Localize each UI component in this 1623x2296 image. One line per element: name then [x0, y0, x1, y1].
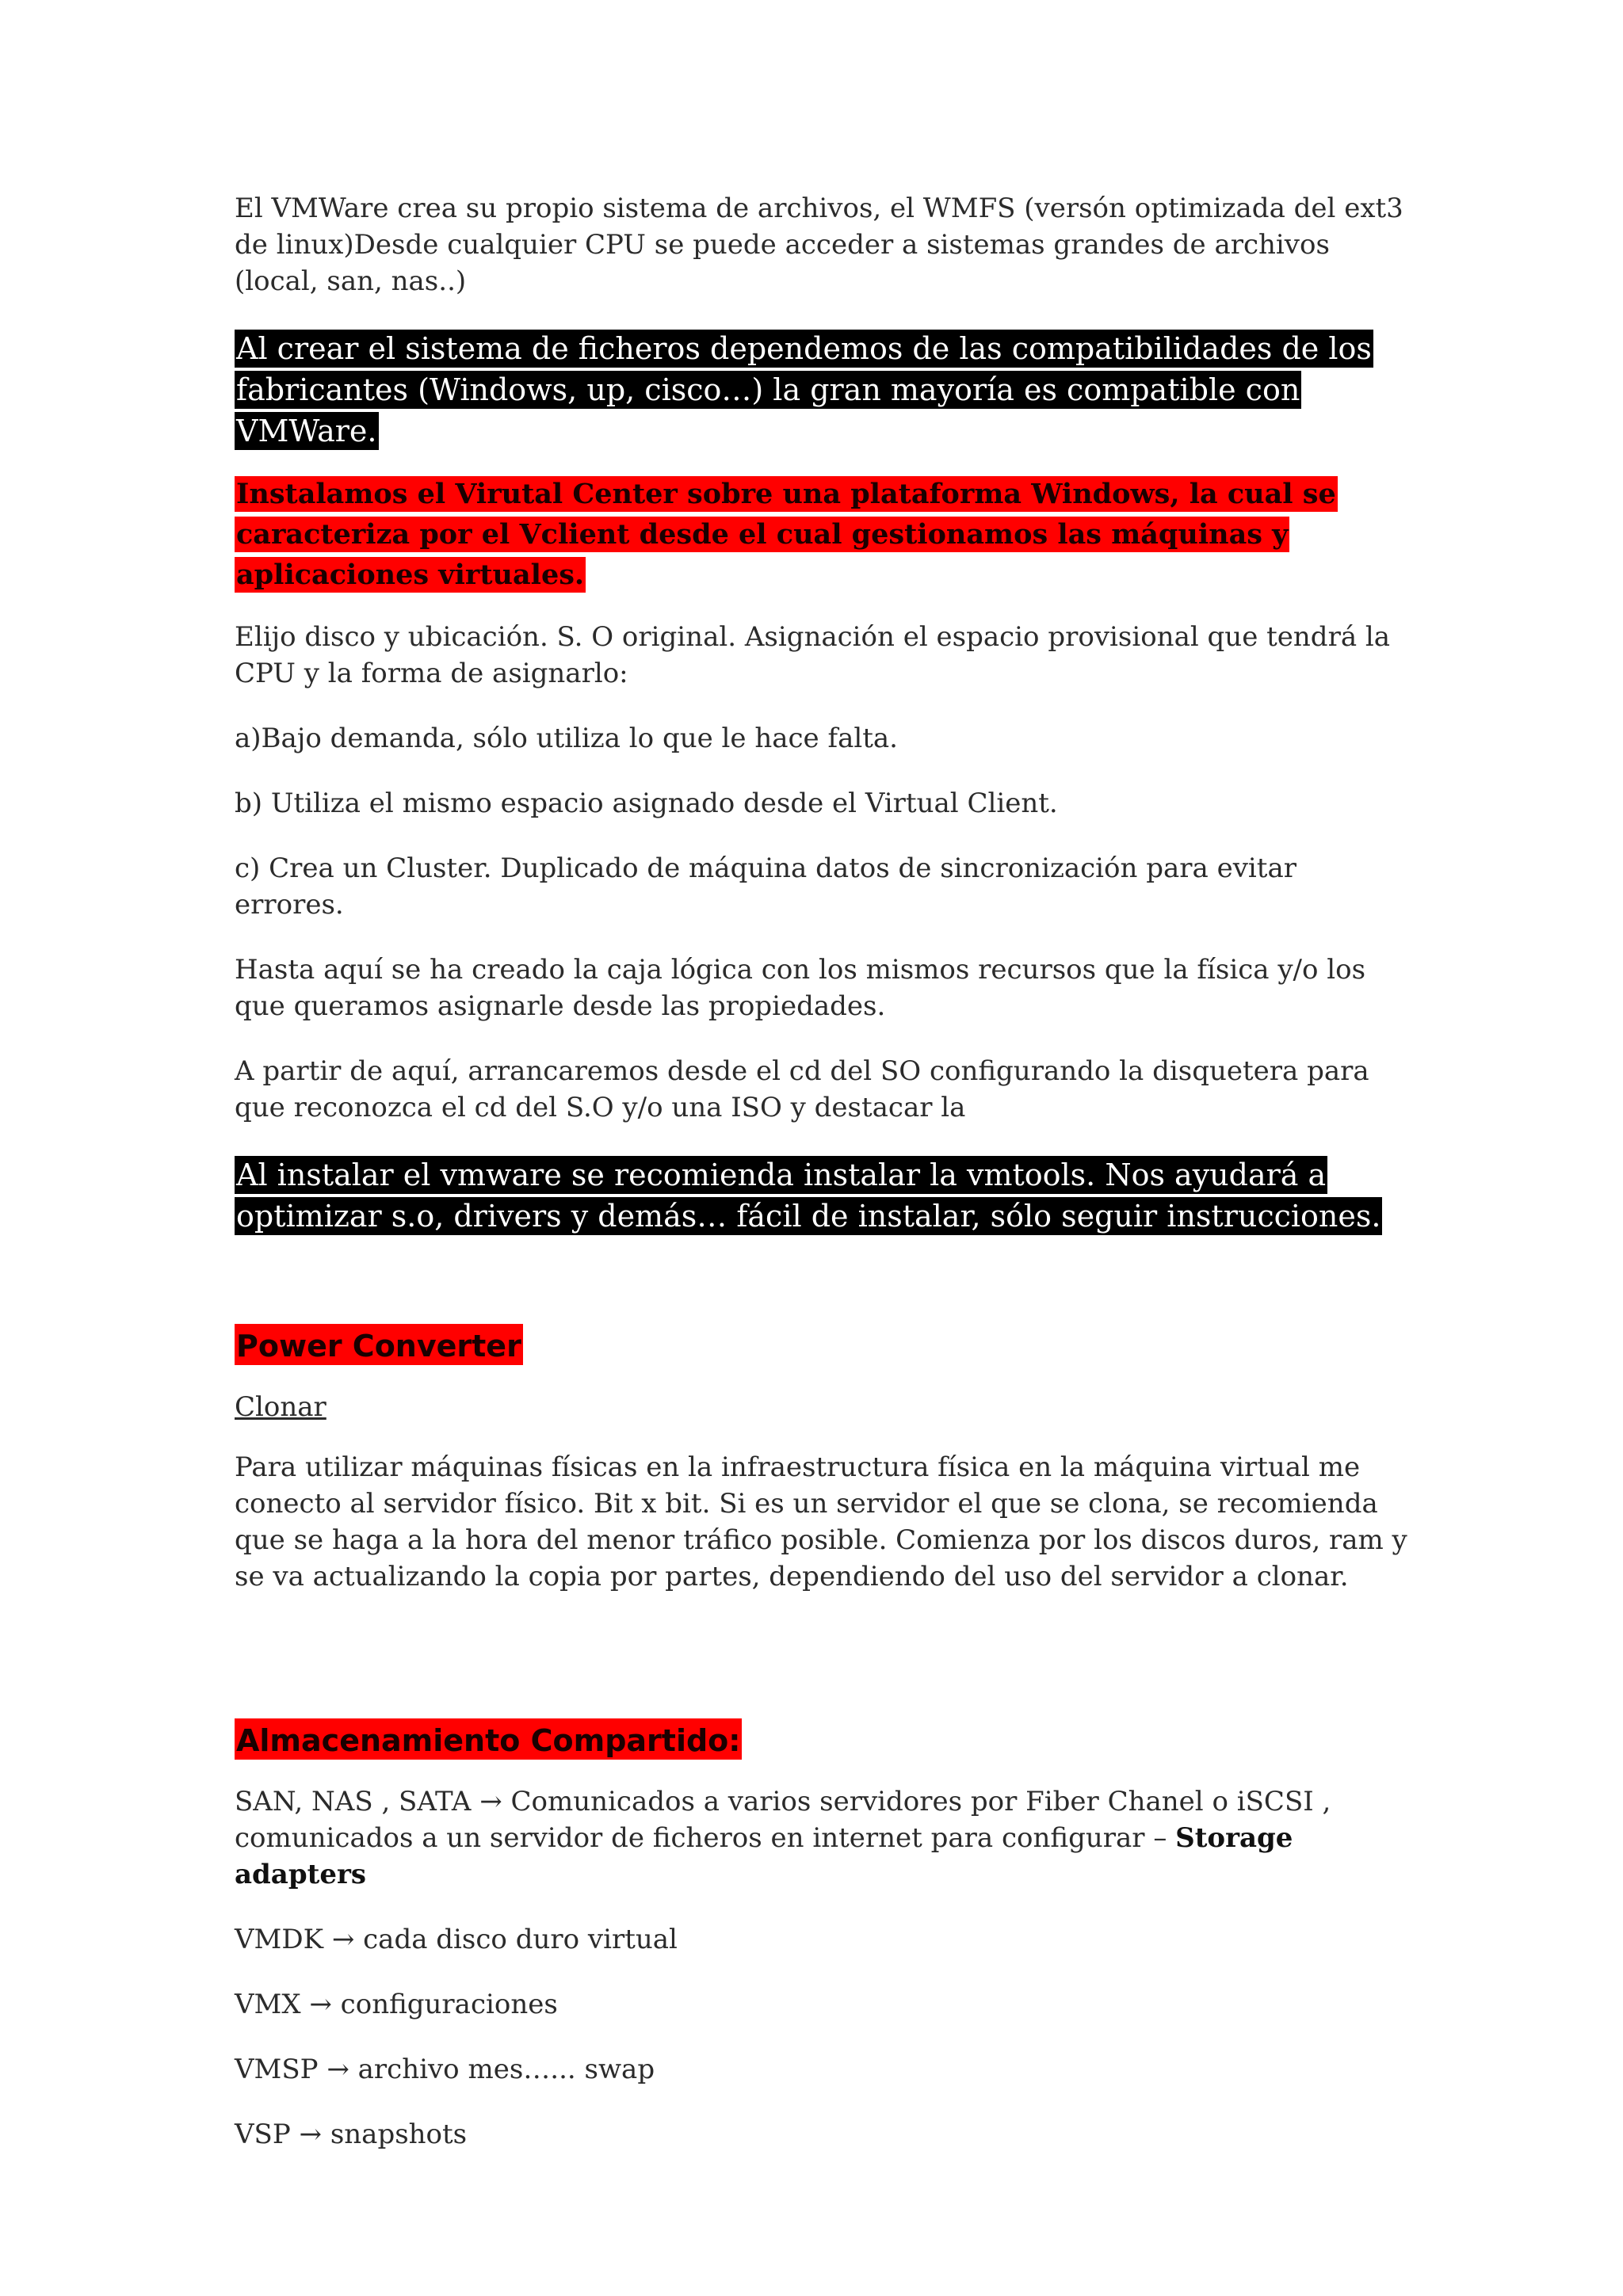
- paragraph-option-a: a)Bajo demanda, sólo utiliza lo que le hace falta.: [235, 723, 898, 754]
- storage-body-text: SAN, NAS , SATA → Comunicados a varios servidores por Fiber Chanel o iSCSI , comunicados a un servidor de ficheros en internet para configurar –: [235, 1786, 1331, 1854]
- paragraph-disk-location: Elijo disco y ubicación. S. O original. Asignación el espacio provisional que tendrá la CPU y la forma de asignarlo:: [235, 621, 1391, 689]
- heading-highlight: Power Converter: [235, 1324, 523, 1365]
- highlight-text: Al instalar el vmware se recomienda instalar la vmtools. Nos ayudará a optimizar s.o, drivers y demás… fácil de instalar, sólo seguir instrucciones.: [236, 1158, 1381, 1234]
- highlight-text: Instalamos el Virutal Center sobre una plataforma Windows, la cual se caracteriza por el Vclient desde el cual gestionamos las máquinas y aplicaciones virtuales.: [236, 478, 1336, 591]
- list-item-vmsp: VMSP → archivo mes…... swap: [235, 2054, 655, 2085]
- paragraph-boot-cd: A partir de aquí, arrancaremos desde el cd del SO configurando la disquetera para que reconozca el cd del S.O y/o una ISO y destacar la: [235, 1055, 1369, 1123]
- paragraph-clonar-body: Para utilizar máquinas físicas en la infraestructura física en la máquina virtual me conecto al servidor físico. Bit x bit. Si es un servidor el que se clona, se recomienda que se haga a la hora del menor tráfico posible. Comienza por los discos duros, ram y se va actualizando la copia por partes, dependiendo del uso del servidor a clonar.: [235, 1451, 1407, 1592]
- highlighted-paragraph-compatibility: [235, 328, 1407, 452]
- list-item-vsp: VSP → snapshots: [235, 2119, 468, 2150]
- paragraph-logical-box: Hasta aquí se ha creado la caja lógica con los mismos recursos que la física y/o los que queramos asignarle desde las propiedades.: [235, 954, 1366, 1022]
- spacer: [235, 1259, 1407, 1322]
- spacer: [235, 1623, 1407, 1717]
- highlighted-paragraph-virtual-center: [235, 474, 1407, 595]
- list-item-vmdk: VMDK → cada disco duro virtual: [235, 1924, 678, 1955]
- paragraph-option-b: b) Utiliza el mismo espacio asignado desde el Virtual Client.: [235, 788, 1058, 819]
- paragraph-wmfs: El VMWare crea su propio sistema de archivos, el WMFS (versón optimizada del ext3 de linux)Desde cualquier CPU se puede acceder a sistemas grandes de archivos (local, san, nas..): [235, 193, 1403, 297]
- storage-adapters-bold: Storage adapters: [235, 1822, 1293, 1890]
- heading-highlight: Almacenamiento Compartido:: [235, 1718, 742, 1760]
- list-item-vmx: VMX → configuraciones: [235, 1989, 558, 2020]
- section-heading-almacenamiento: [235, 1717, 1407, 1764]
- highlighted-paragraph-vmtools: [235, 1154, 1407, 1237]
- paragraph-option-c: c) Crea un Cluster. Duplicado de máquina datos de sincronización para evitar errores.: [235, 852, 1296, 921]
- subheading-clonar: Clonar: [235, 1391, 327, 1423]
- paragraph-storage-body: [235, 1783, 1407, 1893]
- highlight-text: Al crear el sistema de ficheros dependemos de las compatibilidades de los fabricantes (Windows, up, cisco…) la gran mayoría es compatible con VMWare.: [236, 331, 1372, 448]
- section-heading-power-converter: [235, 1322, 1407, 1370]
- document-page: [235, 190, 1407, 2181]
